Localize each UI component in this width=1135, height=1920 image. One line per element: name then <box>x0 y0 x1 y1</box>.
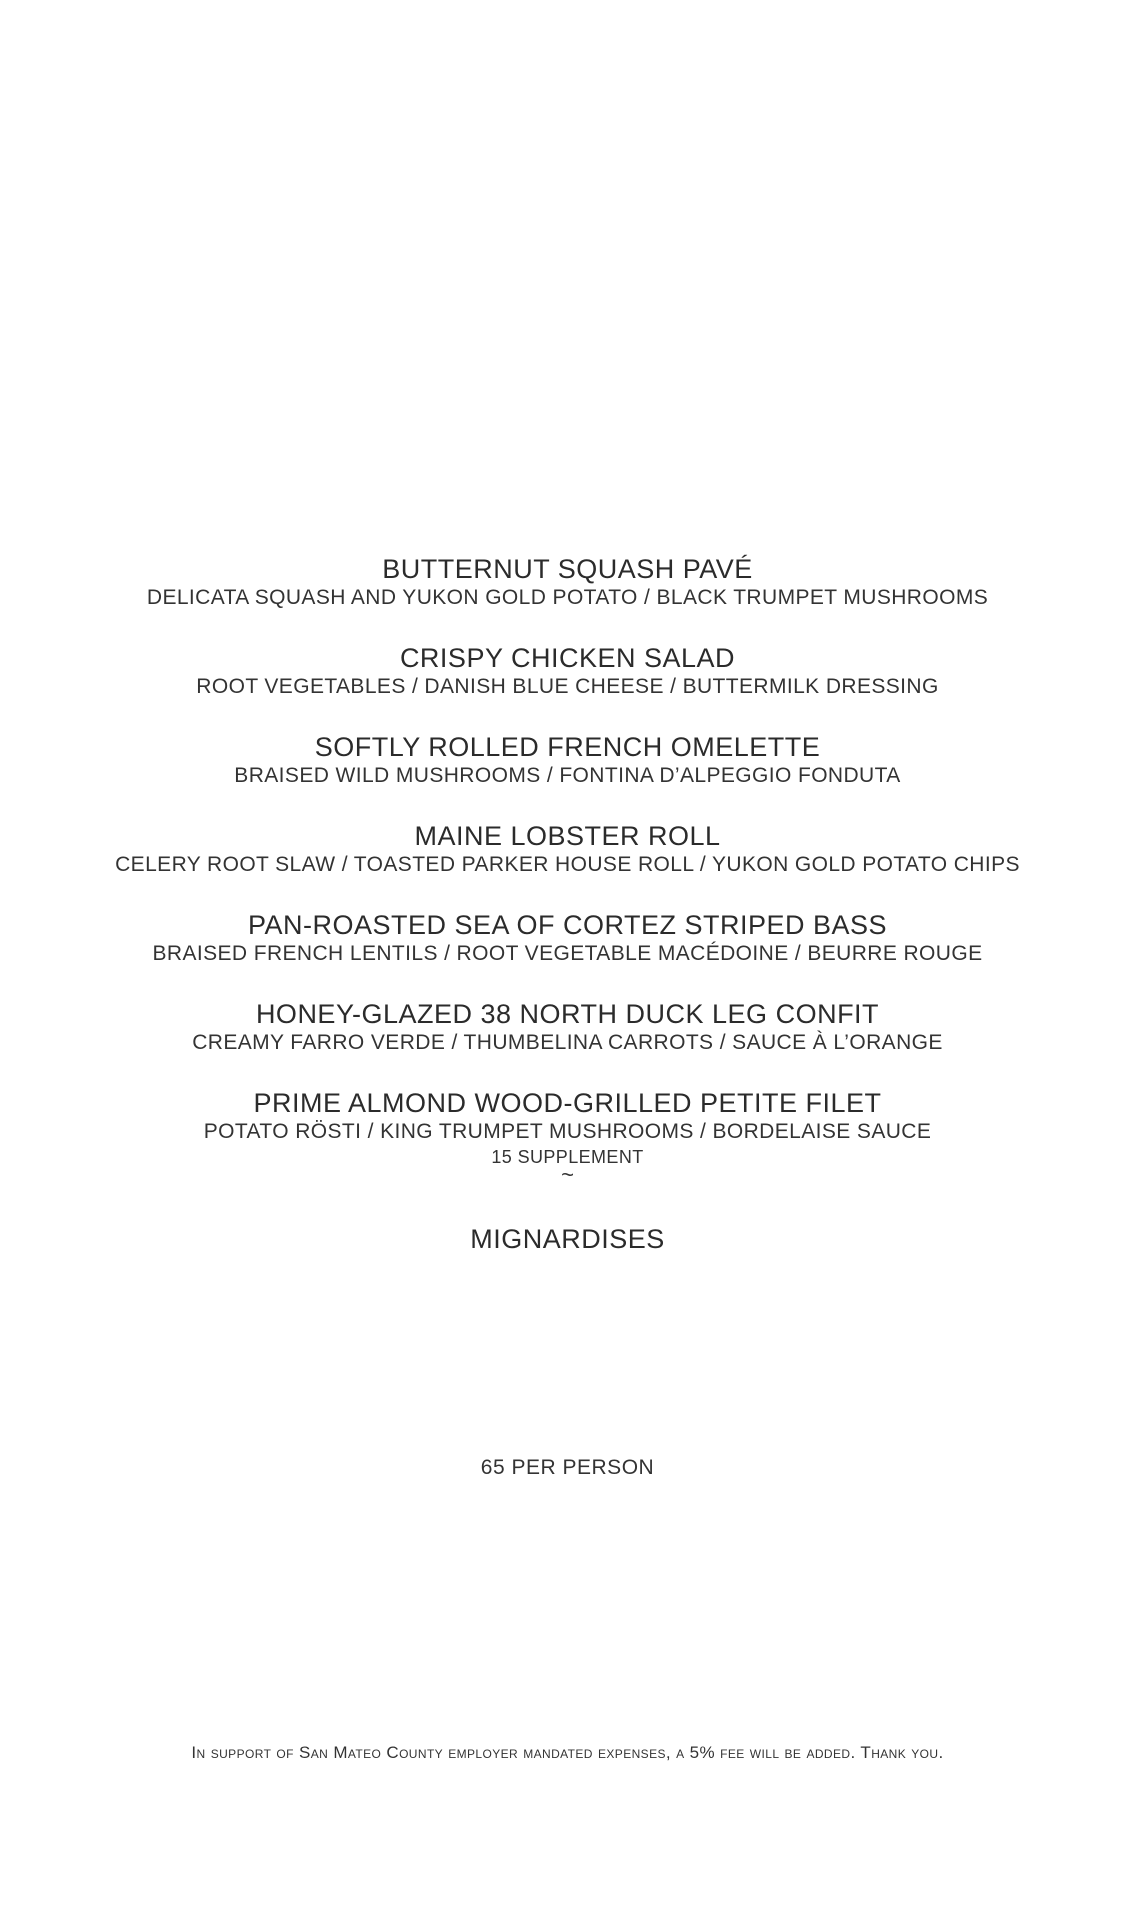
dish-description: BRAISED WILD MUSHROOMS / FONTINA D’ALPEGGIO FONDUTA <box>234 764 901 787</box>
menu-course <box>0 553 1135 611</box>
dish-title: CRISPY CHICKEN SALAD <box>399 643 736 673</box>
menu-course <box>0 731 1135 789</box>
menu-price: 65 PER PERSON <box>480 1456 655 1479</box>
dish-description: ROOT VEGETABLES / DANISH BLUE CHEESE / BUTTERMILK DRESSING <box>196 675 939 698</box>
menu-course <box>0 998 1135 1056</box>
section-divider: ~ <box>561 1162 574 1187</box>
dish-title: PAN-ROASTED SEA OF CORTEZ STRIPED BASS <box>247 910 888 940</box>
dish-title: BUTTERNUT SQUASH PAVÉ <box>382 554 753 584</box>
dish-description: CELERY ROOT SLAW / TOASTED PARKER HOUSE ROLL / YUKON GOLD POTATO CHIPS <box>115 853 1020 876</box>
dish-title: PRIME ALMOND WOOD-GRILLED PETITE FILET <box>253 1088 882 1118</box>
dish-title: SOFTLY ROLLED FRENCH OMELETTE <box>314 732 821 762</box>
supplement-note: 15 SUPPLEMENT <box>491 1147 644 1167</box>
dish-description: BRAISED FRENCH LENTILS / ROOT VEGETABLE MACÉDOINE / BEURRE ROUGE <box>152 942 983 965</box>
finale-title: MIGNARDISES <box>470 1224 665 1254</box>
dish-title: HONEY-GLAZED 38 NORTH DUCK LEG CONFIT <box>255 999 880 1029</box>
fee-notice: In support of San Mateo County employer mandated expenses, a 5% fee will be added. Thank you. <box>191 1743 944 1762</box>
menu-course <box>0 909 1135 967</box>
dish-title: MAINE LOBSTER ROLL <box>414 821 721 851</box>
menu-list <box>0 553 1135 1200</box>
menu-course <box>0 1087 1135 1169</box>
dish-description: CREAMY FARRO VERDE / THUMBELINA CARROTS / SAUCE À L’ORANGE <box>192 1031 943 1054</box>
menu-course <box>0 642 1135 700</box>
dish-description: POTATO RÖSTI / KING TRUMPET MUSHROOMS / BORDELAISE SAUCE <box>203 1120 932 1143</box>
menu-course <box>0 820 1135 878</box>
dish-description: DELICATA SQUASH AND YUKON GOLD POTATO / BLACK TRUMPET MUSHROOMS <box>146 586 989 609</box>
